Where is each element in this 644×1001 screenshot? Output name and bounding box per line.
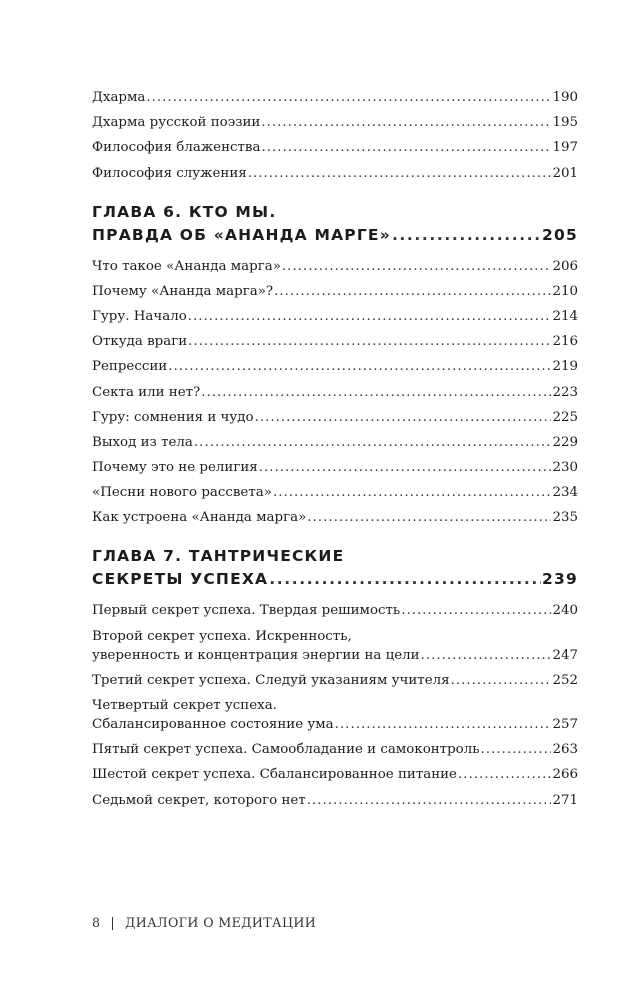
toc-entry: Пятый секрет успеха. Самообладание и самоконтроль ..... 263	[92, 740, 578, 759]
chapter-title-entry: ПРАВДА ОБ «АНАНДА МАРГЕ» ..... 205	[92, 224, 578, 247]
toc-entry: Дхарма ..... 190	[92, 88, 578, 107]
toc-entry: Как устроена «Ананда марга» ..... 235	[92, 508, 578, 527]
chapter-title-line: ГЛАВА 6. КТО МЫ.	[92, 202, 277, 221]
chapter-title-line: ГЛАВА 7. ТАНТРИЧЕСКИЕ	[92, 547, 345, 566]
page-footer	[92, 915, 316, 930]
toc-entry: Почему «Ананда марга»? ..... 210	[92, 282, 578, 301]
toc-entry: Репрессии ..... 219	[92, 357, 578, 376]
toc-entry: Третий секрет успеха. Следуй указаниям учителя ..... 252	[92, 671, 578, 690]
toc-entry: Почему это не религия ..... 230	[92, 458, 578, 477]
toc-entry: Философия служения ..... 201	[92, 164, 578, 183]
chapter-6-entries	[92, 257, 578, 528]
toc-entry: Седьмой секрет, которого нет ..... 271	[92, 791, 578, 810]
page-number: 8	[92, 915, 101, 930]
toc-entry: Секта или нет? ..... 223	[92, 383, 578, 402]
chapter-7-heading	[92, 545, 578, 591]
toc-entry: «Песни нового рассвета» ..... 234	[92, 483, 578, 502]
table-of-contents	[92, 88, 578, 816]
toc-entry: Выход из тела ..... 229	[92, 433, 578, 452]
toc-entry: Что такое «Ананда марга» ..... 206	[92, 257, 578, 276]
toc-entry: Гуру: сомнения и чудо ..... 225	[92, 408, 578, 427]
book-title: ДИАЛОГИ О МЕДИТАЦИИ	[125, 915, 317, 930]
toc-entry: Философия блаженства ..... 197	[92, 138, 578, 157]
toc-entry-first-line: Четвертый секрет успеха.	[92, 698, 277, 713]
toc-top-section	[92, 88, 578, 183]
chapter-6-heading	[92, 201, 578, 247]
toc-entry-first-line: Второй секрет успеха. Искренность,	[92, 628, 352, 644]
toc-entry-multiline	[92, 627, 578, 665]
toc-entry-multiline	[92, 696, 578, 734]
toc-entry: уверенность и концентрация энергии на цели ..... 247	[92, 646, 578, 665]
toc-entry: Гуру. Начало ..... 214	[92, 307, 578, 326]
toc-entry: Дхарма русской поэзии ..... 195	[92, 113, 578, 132]
toc-entry: Первый секрет успеха. Твердая решимость ..... 240	[92, 601, 578, 620]
toc-entry: Шестой секрет успеха. Сбалансированное питание ..... 266	[92, 765, 578, 784]
footer-separator: |	[110, 915, 116, 930]
toc-entry: Сбалансированное состояние ума ..... 257	[92, 715, 578, 734]
chapter-7-entries	[92, 601, 578, 809]
toc-entry: Откуда враги ..... 216	[92, 332, 578, 351]
chapter-title-entry: СЕКРЕТЫ УСПЕХА ..... 239	[92, 568, 578, 591]
